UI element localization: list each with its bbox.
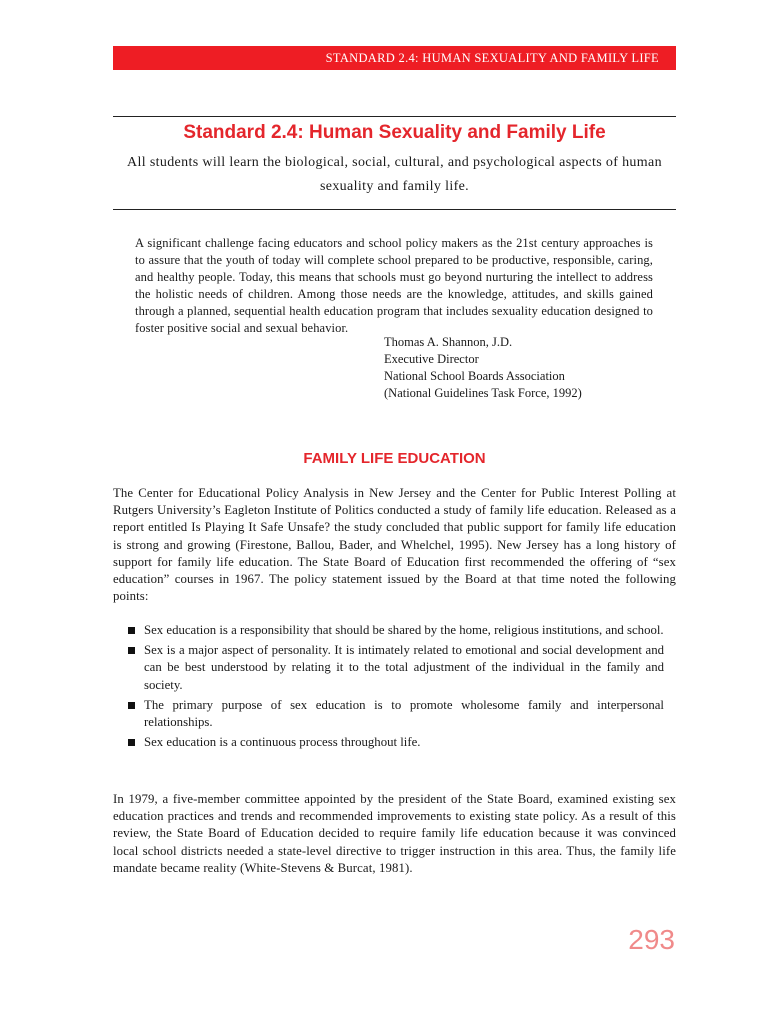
list-item: [128, 622, 664, 639]
list-item: [128, 734, 664, 751]
list-item-text: Sex education is a continuous process throughout life.: [144, 735, 421, 750]
top-rule: [113, 116, 676, 117]
list-item: [128, 697, 664, 731]
list-item: [128, 642, 664, 694]
list-item-text: Sex is a major aspect of personality. It is intimately related to emotional and social development and can be best understood by relating it to the total adjustment of the individual in the family and society.: [144, 643, 664, 692]
standard-title: Standard 2.4: Human Sexuality and Family Life: [183, 122, 606, 143]
square-bullet-icon: [128, 647, 135, 654]
running-header-bar: [113, 46, 676, 70]
standard-subtitle: All students will learn the biological, social, cultural, and psychological aspects of human sexuality and family life.: [127, 155, 662, 194]
body-paragraph-1: The Center for Educational Policy Analysis in New Jersey and the Center for Public Interest Polling at Rutgers University’s Eagleton Institute of Politics conducted a study of family life education. Released as a report entitled Is Playing It Safe Unsafe? the study concluded that public support for family life education is strong and growing (Firestone, Ballou, Bader, and Whelchel, 1995). New Jersey has a long history of support for family life education. The State Board of Education first recommended the offering of “sex education” courses in 1967. The policy statement issued by the Board at that time noted the following points:: [113, 486, 676, 604]
body-paragraph-2: In 1979, a five-member committee appointed by the president of the State Board, examined existing sex education practices and trends and recommended improvements to existing state policy. As a result of this review, the State Board of Education decided to require family life education because it was convinced local school districts needed a state-level directive to trigger instruction in this area. Thus, the family life mandate became reality (White-Stevens & Burcat, 1981).: [113, 792, 676, 875]
attribution-role: Executive Director: [384, 352, 479, 367]
square-bullet-icon: [128, 739, 135, 746]
quote-attribution: [384, 334, 582, 402]
bottom-rule: [113, 209, 676, 210]
page-number: 293: [628, 924, 675, 955]
policy-points-list: [128, 622, 664, 754]
square-bullet-icon: [128, 702, 135, 709]
attribution-org: National School Boards Association: [384, 369, 565, 384]
running-header-title: STANDARD 2.4: HUMAN SEXUALITY AND FAMILY LIFE: [325, 50, 659, 65]
list-item-text: The primary purpose of sex education is to promote wholesome family and interpersonal relationships.: [144, 697, 664, 730]
attribution-name: Thomas A. Shannon, J.D.: [384, 335, 513, 349]
list-item-text: Sex education is a responsibility that should be shared by the home, religious institutions, and school.: [144, 623, 664, 637]
section-heading: FAMILY LIFE EDUCATION: [303, 450, 486, 467]
square-bullet-icon: [128, 627, 135, 634]
attribution-source: (National Guidelines Task Force, 1992): [384, 386, 582, 401]
epigraph-quote: A significant challenge facing educators and school policy makers as the 21st century approaches is to assure that the youth of today will complete school prepared to be productive, responsible, caring, and healthy people. Today, this means that schools must go beyond nurturing the intellect to address the holistic needs of children. Among those needs are the knowledge, attitudes, and skills gained through a planned, sequential health education program that includes sexuality education designed to foster positive social and sexual behavior.: [135, 236, 653, 336]
